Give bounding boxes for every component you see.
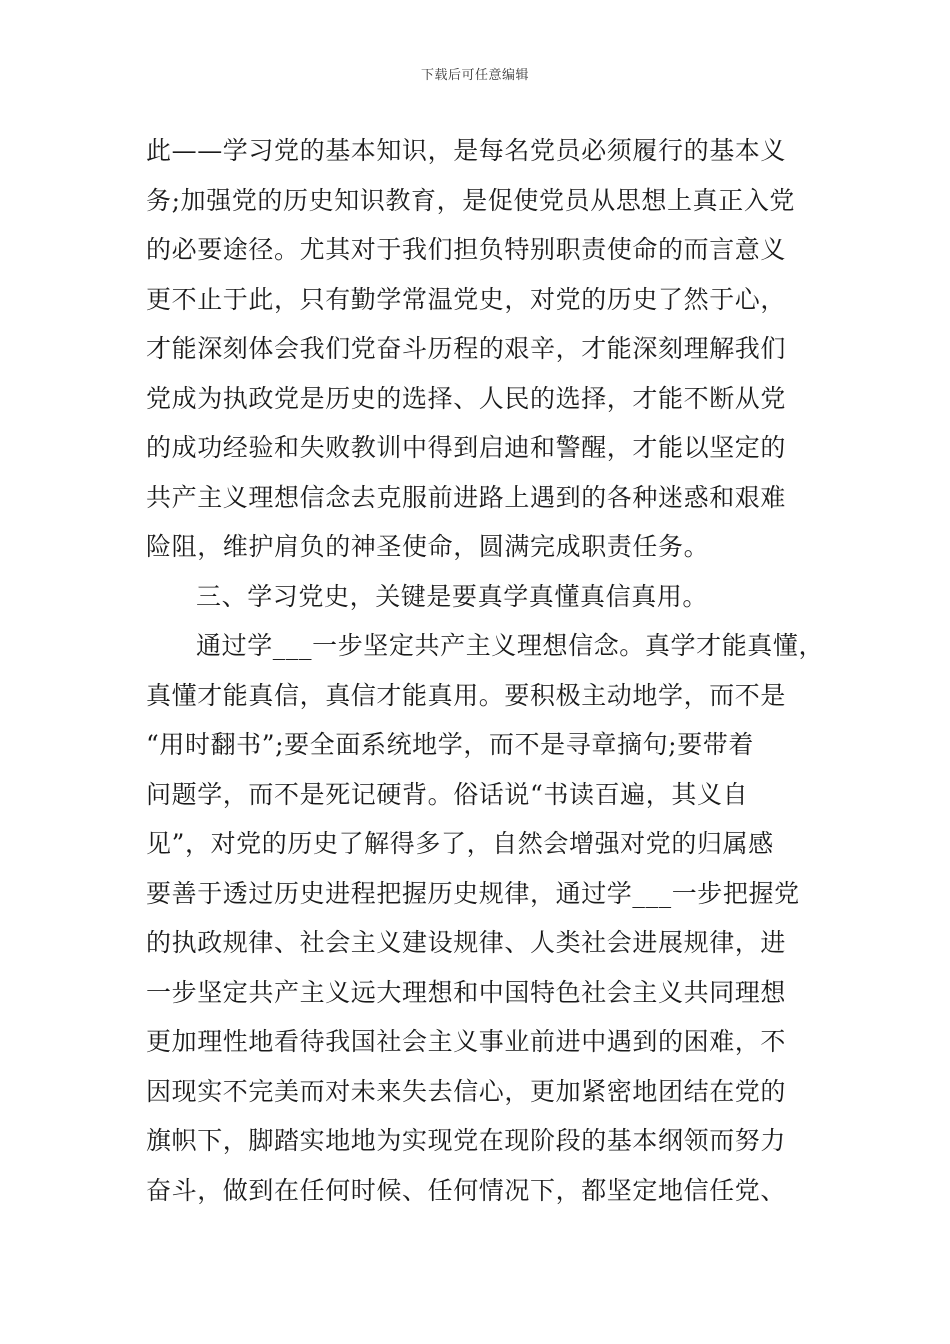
text-line: “用时翻书”;要全面系统地学，而不是寻章摘句;要带着 (146, 730, 755, 759)
text-line: 奋斗，做到在任何时候、任何情况下，都坚定地信任党、 (146, 1175, 787, 1205)
text-line: 共产主义理想信念去克服前进路上遇到的各种迷惑和艰难 (146, 482, 787, 512)
text-line: 党成为执政党是历史的选择、人民的选择，才能不断从党 (146, 383, 787, 413)
section-heading: 三、学习党史，关键是要真学真懂真信真用。 (196, 581, 709, 611)
text-line: 问题学，而不是死记硬背。俗话说“书读百遍，其义自 (146, 779, 749, 809)
text-line: 一步坚定共产主义远大理想和中国特色社会主义共同理想 (146, 977, 787, 1007)
text-line: 真懂才能真信，真信才能真用。要积极主动地学，而不是 (146, 680, 787, 710)
text-line: 此——学习党的基本知识，是每名党员必须履行的基本义 (146, 136, 787, 165)
text-line: 旗帜下，脚踏实地地为实现党在现阶段的基本纲领而努力 (146, 1126, 787, 1155)
paragraph-first-line: 通过学___一步坚定共产主义理想信念。真学才能真懂， (196, 631, 825, 660)
page-header: 下载后可任意编辑 (420, 68, 529, 83)
text-line: 要善于透过历史进程把握历史规律，通过学___一步把握党 (146, 878, 800, 908)
text-line: 务;加强党的历史知识教育，是促使党员从思想上真正入党 (146, 185, 796, 215)
text-line: 的必要途径。尤其对于我们担负特别职责使命的而言意义 (146, 235, 787, 264)
text-line: 见”，对党的历史了解得多了，自然会增强对党的归属感 (146, 829, 774, 858)
text-line: 因现实不完美而对未来失去信心，更加紧密地团结在党的 (146, 1076, 787, 1106)
text-line: 更不止于此，只有勤学常温党史，对党的历史了然于心， (146, 284, 787, 314)
text-line: 的成功经验和失败教训中得到启迪和警醒，才能以坚定的 (146, 433, 787, 462)
text-line: 才能深刻体会我们党奋斗历程的艰辛，才能深刻理解我们 (146, 334, 787, 363)
document-body (146, 126, 825, 1215)
text-line: 的执政规律、社会主义建设规律、人类社会进展规律，进 (146, 928, 787, 957)
text-line: 更加理性地看待我国社会主义事业前进中遇到的困难，不 (146, 1027, 787, 1056)
text-line: 险阻，维护肩负的神圣使命，圆满完成职责任务。 (146, 532, 710, 561)
